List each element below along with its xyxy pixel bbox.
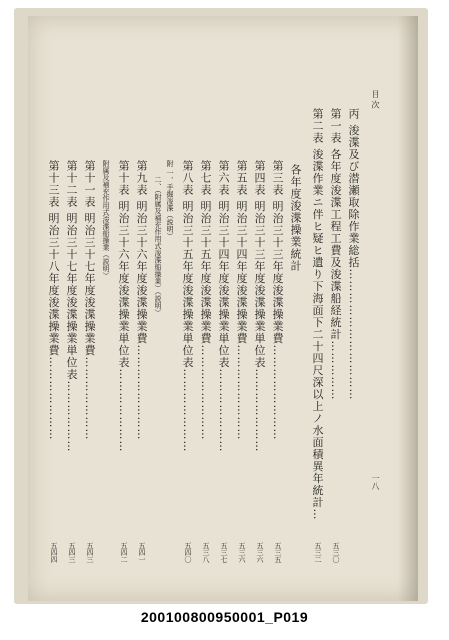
toc-page-ref: 五三二: [314, 542, 322, 563]
toc-page-ref: 五三八: [202, 542, 210, 563]
toc-subheading: 各年度浚渫操業統計: [289, 164, 302, 272]
toc-page-ref: 五四〇: [184, 542, 192, 563]
toc-entry: 第四表 明治三十三年度浚渫操業単位表…………………: [253, 160, 266, 453]
toc-page-ref: 五三六: [238, 542, 246, 563]
toc-entry: 第三表 明治三十三年度浚渫操業費……………………: [271, 160, 284, 441]
toc-entry: 第十二表 明治三十七年度浚渫操業単位表………………: [65, 160, 78, 453]
toc-entry: 第六表 明治三十四年度浚渫操業単位表…………………: [217, 160, 230, 453]
page-number: 一八: [371, 474, 380, 490]
page-fold-shadow: [398, 16, 418, 601]
toc-entry: 第九表 明治三十六年度浚渫操業費……………………: [135, 160, 148, 441]
page-title: 目 次: [371, 90, 380, 109]
toc-entry: 第八表 明治三十五年度浚渫操業単位表…………………: [181, 160, 194, 453]
toc-entry: 丙 浚渫及び潜瀬取除作業総括……………………………: [347, 108, 360, 401]
toc-entry: 第十三表 明治三十八年度浚渫操業費…………………: [47, 160, 60, 441]
toc-page-ref: 五四三: [68, 542, 76, 563]
toc-page-ref: 五四三: [86, 542, 94, 563]
document-page: [28, 16, 418, 601]
image-caption: 200100800950001_P019: [140, 609, 309, 625]
toc-page-ref: 五三七: [220, 542, 228, 563]
toc-entry: 第十表 明治三十六年度浚渫操業単位表…………………: [117, 160, 130, 453]
toc-entry: 第十一表 明治三十七年度浚渫操業費…………………: [83, 160, 96, 441]
toc-appendix: 附属及補充作用式浚渫船操業（説明）: [102, 160, 110, 279]
toc-appendix: 二、（附属及補充作用式浚渫船操業）（説明）: [154, 176, 162, 316]
toc-page-ref: 五三五: [274, 542, 282, 563]
toc-page-ref: 五三〇: [332, 542, 340, 563]
toc-entry: 第七表 明治三十五年度浚渫操業費……………………: [199, 160, 212, 441]
toc-page-ref: 五四二: [120, 542, 128, 563]
toc-page-ref: 五三六: [256, 542, 264, 563]
toc-entry: 第一表 各年度浚渫工程工費及浚渫船経統計……………: [329, 108, 342, 401]
toc-page-ref: 五四四: [50, 542, 58, 563]
toc-page-ref: 五四一: [138, 542, 146, 563]
toc-appendix: 附 一、手掘浚渫（説明）: [166, 160, 174, 240]
toc-entry: 第二表 浚渫作業ニ伴ヒ疑ヒ遺り下海面下二十四尺深以上ノ水面積異年統計…: [311, 108, 324, 521]
toc-entry: 第五表 明治三十四年度浚渫操業費……………………: [235, 160, 248, 441]
